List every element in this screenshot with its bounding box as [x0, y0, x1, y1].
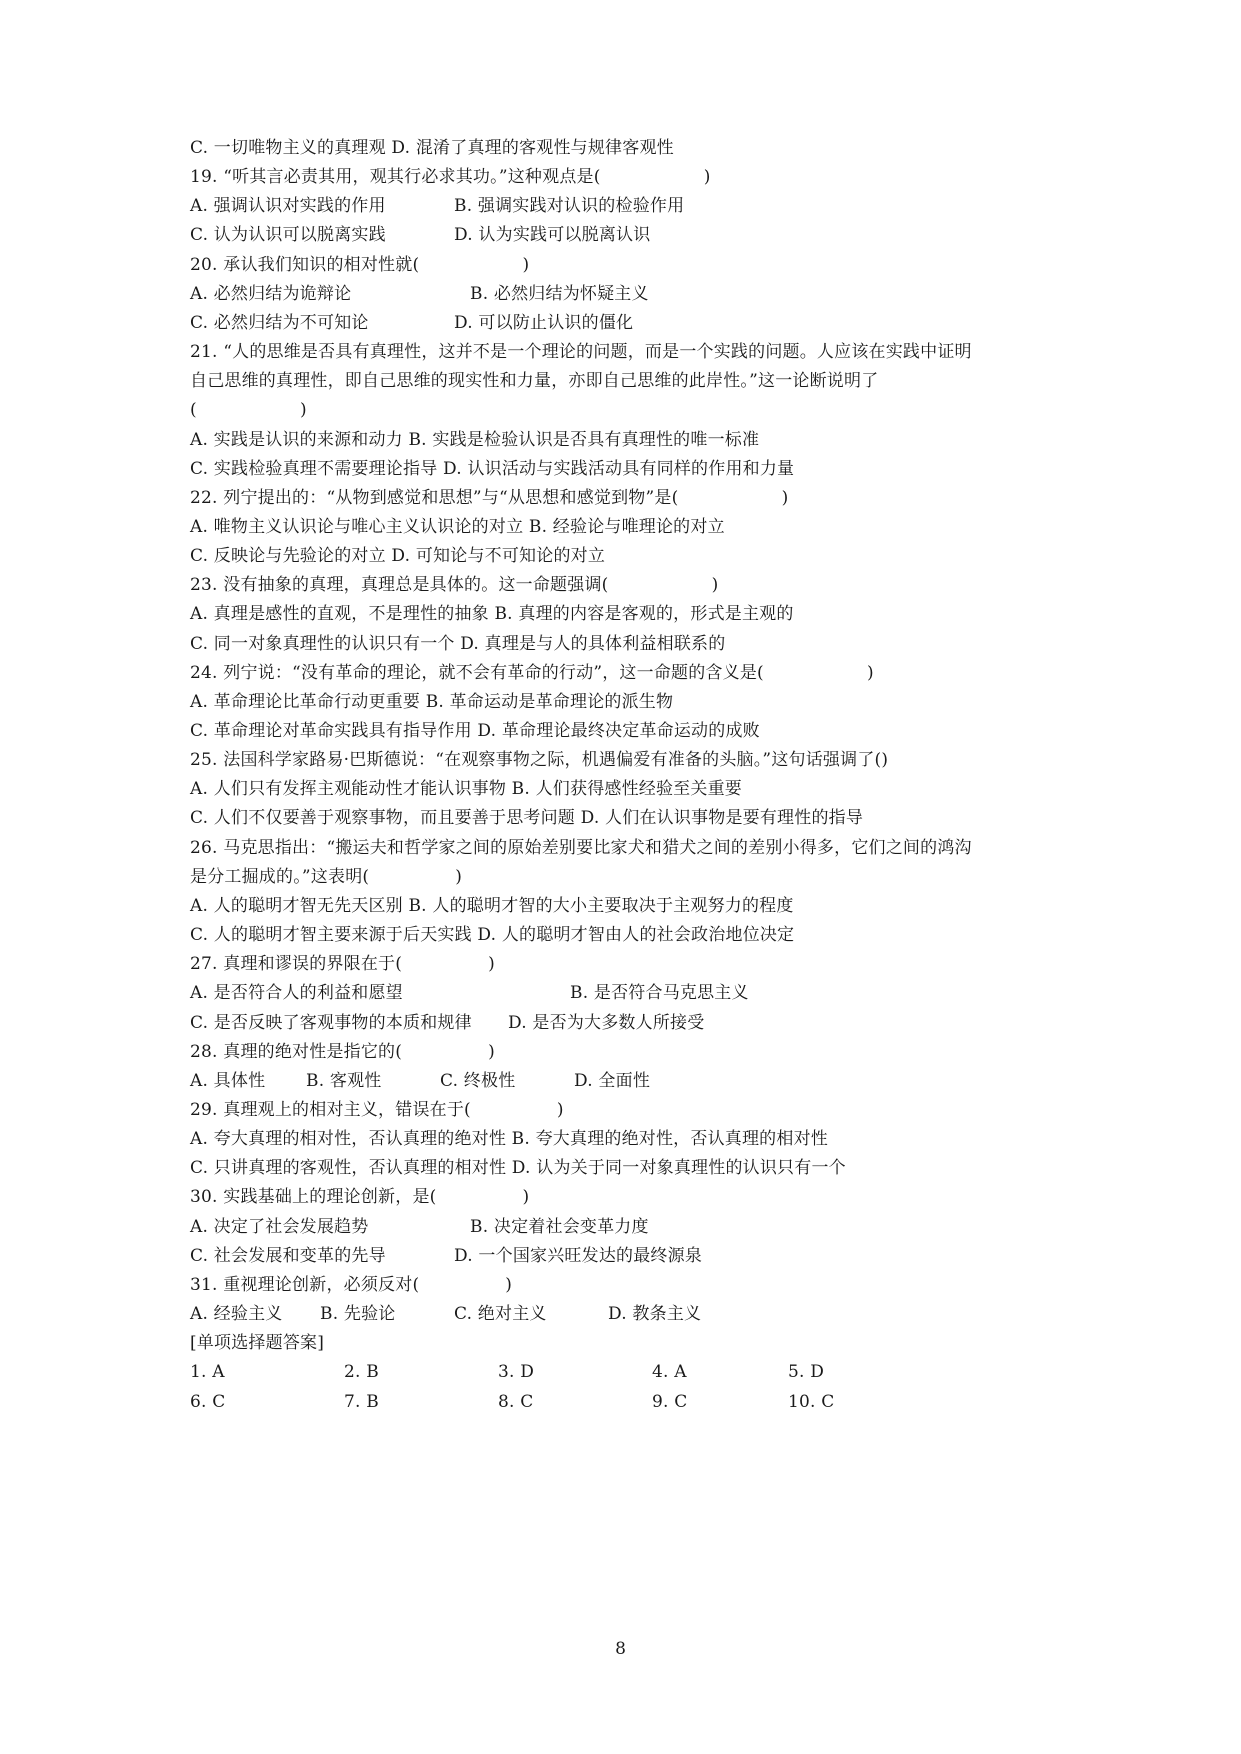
text-line: 31. 重视理论创新，必须反对( )	[190, 1274, 513, 1295]
option-text: 6. C	[190, 1391, 226, 1412]
option-text: B. 先验论	[320, 1304, 396, 1324]
option-text: D. 可以防止认识的僵化	[454, 312, 634, 333]
option-text: 3. D	[498, 1362, 535, 1383]
text-line: C. 反映论与先验论的对立 D. 可知论与不可知论的对立	[190, 546, 606, 567]
option-text: B. 强调实践对认识的检验作用	[454, 196, 685, 217]
text-line: C. 革命理论对革命实践具有指导作用 D. 革命理论最终决定革命运动的成败	[190, 721, 760, 741]
option-text: D. 教条主义	[608, 1304, 702, 1324]
page-number: 8	[615, 1639, 626, 1659]
option-text: 9. C	[652, 1391, 688, 1412]
text-line: C. 人的聪明才智主要来源于后天实践 D. 人的聪明才智由人的社会政治地位决定	[190, 925, 795, 945]
text-line: A. 真理是感性的直观，不是理性的抽象 B. 真理的内容是客观的，形式是主观的	[190, 604, 794, 625]
text-line: C. 同一对象真理性的认识只有一个 D. 真理是与人的具体利益相联系的	[190, 633, 726, 654]
text-line: 23. 没有抽象的真理，真理总是具体的。这一命题强调( )	[190, 575, 719, 596]
option-text: A. 经验主义	[190, 1304, 283, 1324]
text-line: A. 人的聪明才智无先天区别 B. 人的聪明才智的大小主要取决于主观努力的程度	[190, 895, 794, 916]
option-text: A. 决定了社会发展趋势	[190, 1216, 369, 1237]
option-text: A. 强调认识对实践的作用	[190, 196, 386, 217]
option-text: B. 是否符合马克思主义	[570, 983, 749, 1004]
text-line: C. 只讲真理的客观性，否认真理的相对性 D. 认为关于同一对象真理性的认识只有一个	[190, 1158, 846, 1179]
text-line: 30. 实践基础上的理论创新，是( )	[190, 1187, 530, 1208]
option-text: A. 必然归结为诡辩论	[190, 283, 352, 304]
option-text: D. 全面性	[574, 1070, 651, 1091]
option-text: A. 是否符合人的利益和愿望	[190, 983, 403, 1004]
text-line: 25. 法国科学家路易·巴斯德说：“在观察事物之际，机遇偏爱有准备的头脑。”这句话强调了()	[190, 750, 889, 771]
text-line: 27. 真理和谬误的界限在于( )	[190, 954, 495, 975]
option-text: 10. C	[788, 1391, 835, 1412]
text-line: ( )	[190, 400, 307, 421]
option-text: C. 终极性	[440, 1070, 516, 1091]
text-line: A. 唯物主义认识论与唯心主义认识论的对立 B. 经验论与唯理论的对立	[190, 516, 725, 537]
text-line: 28. 真理的绝对性是指它的( )	[190, 1041, 495, 1062]
option-text: C. 绝对主义	[454, 1304, 547, 1324]
option-text: 5. D	[788, 1362, 825, 1383]
option-text: 1. A	[190, 1362, 225, 1383]
text-line: C. 人们不仅要善于观察事物，而且要善于思考问题 D. 人们在认识事物是要有理性的指导	[190, 808, 864, 829]
text-line: C. 一切唯物主义的真理观 D. 混淆了真理的客观性与规律客观性	[190, 138, 674, 158]
option-text: B. 决定着社会变革力度	[470, 1216, 649, 1237]
text-line: 是分工掘成的。”这表明( )	[190, 866, 463, 887]
text-line: C. 实践检验真理不需要理论指导 D. 认识活动与实践活动具有同样的作用和力量	[190, 458, 795, 479]
text-line: 26. 马克思指出：“搬运夫和哲学家之间的原始差别要比家犬和猎犬之间的差别小得多，它们之间的鸿沟	[190, 837, 972, 858]
option-text: D. 一个国家兴旺发达的最终源泉	[454, 1245, 703, 1266]
option-text: 4. A	[652, 1362, 687, 1383]
text-line: 19. “听其言必责其用，观其行必求其功。”这种观点是( )	[190, 167, 711, 188]
text-line: 29. 真理观上的相对主义，错误在于( )	[190, 1099, 564, 1120]
option-text: C. 是否反映了客观事物的本质和规律	[190, 1012, 472, 1033]
option-text: D. 是否为大多数人所接受	[508, 1012, 705, 1033]
option-text: C. 必然归结为不可知论	[190, 312, 369, 333]
text-line: 自己思维的真理性，即自己思维的现实性和力量，亦即自己思维的此岸性。”这一论断说明了	[190, 371, 879, 392]
option-text: 2. B	[344, 1362, 379, 1383]
text-line: 22. 列宁提出的：“从物到感觉和思想”与“从思想和感觉到物”是( )	[190, 487, 789, 508]
text-line: A. 人们只有发挥主观能动性才能认识事物 B. 人们获得感性经验至关重要	[190, 779, 742, 800]
option-text: B. 客观性	[306, 1070, 382, 1091]
option-text: C. 认为认识可以脱离实践	[190, 225, 386, 246]
option-text: 7. B	[344, 1391, 379, 1412]
text-line: 24. 列宁说：“没有革命的理论，就不会有革命的行动”，这一命题的含义是( )	[190, 662, 874, 683]
text-line: A. 革命理论比革命行动更重要 B. 革命运动是革命理论的派生物	[190, 691, 674, 712]
text-line: 20. 承认我们知识的相对性就( )	[190, 254, 530, 275]
option-text: B. 必然归结为怀疑主义	[470, 283, 649, 304]
option-text: D. 认为实践可以脱离认识	[454, 225, 651, 246]
text-line: 21. “人的思维是否具有真理性，这并不是一个理论的问题，而是一个实践的问题。人应该在实践中证明	[190, 342, 972, 362]
text-line: A. 夸大真理的相对性，否认真理的绝对性 B. 夸大真理的绝对性，否认真理的相对性	[190, 1129, 828, 1150]
option-text: C. 社会发展和变革的先导	[190, 1245, 386, 1266]
option-text: A. 具体性	[190, 1070, 266, 1091]
option-text: 8. C	[498, 1391, 534, 1412]
text-line: [单项选择题答案]	[190, 1333, 325, 1354]
text-line: A. 实践是认识的来源和动力 B. 实践是检验认识是否具有真理性的唯一标准	[190, 429, 760, 450]
